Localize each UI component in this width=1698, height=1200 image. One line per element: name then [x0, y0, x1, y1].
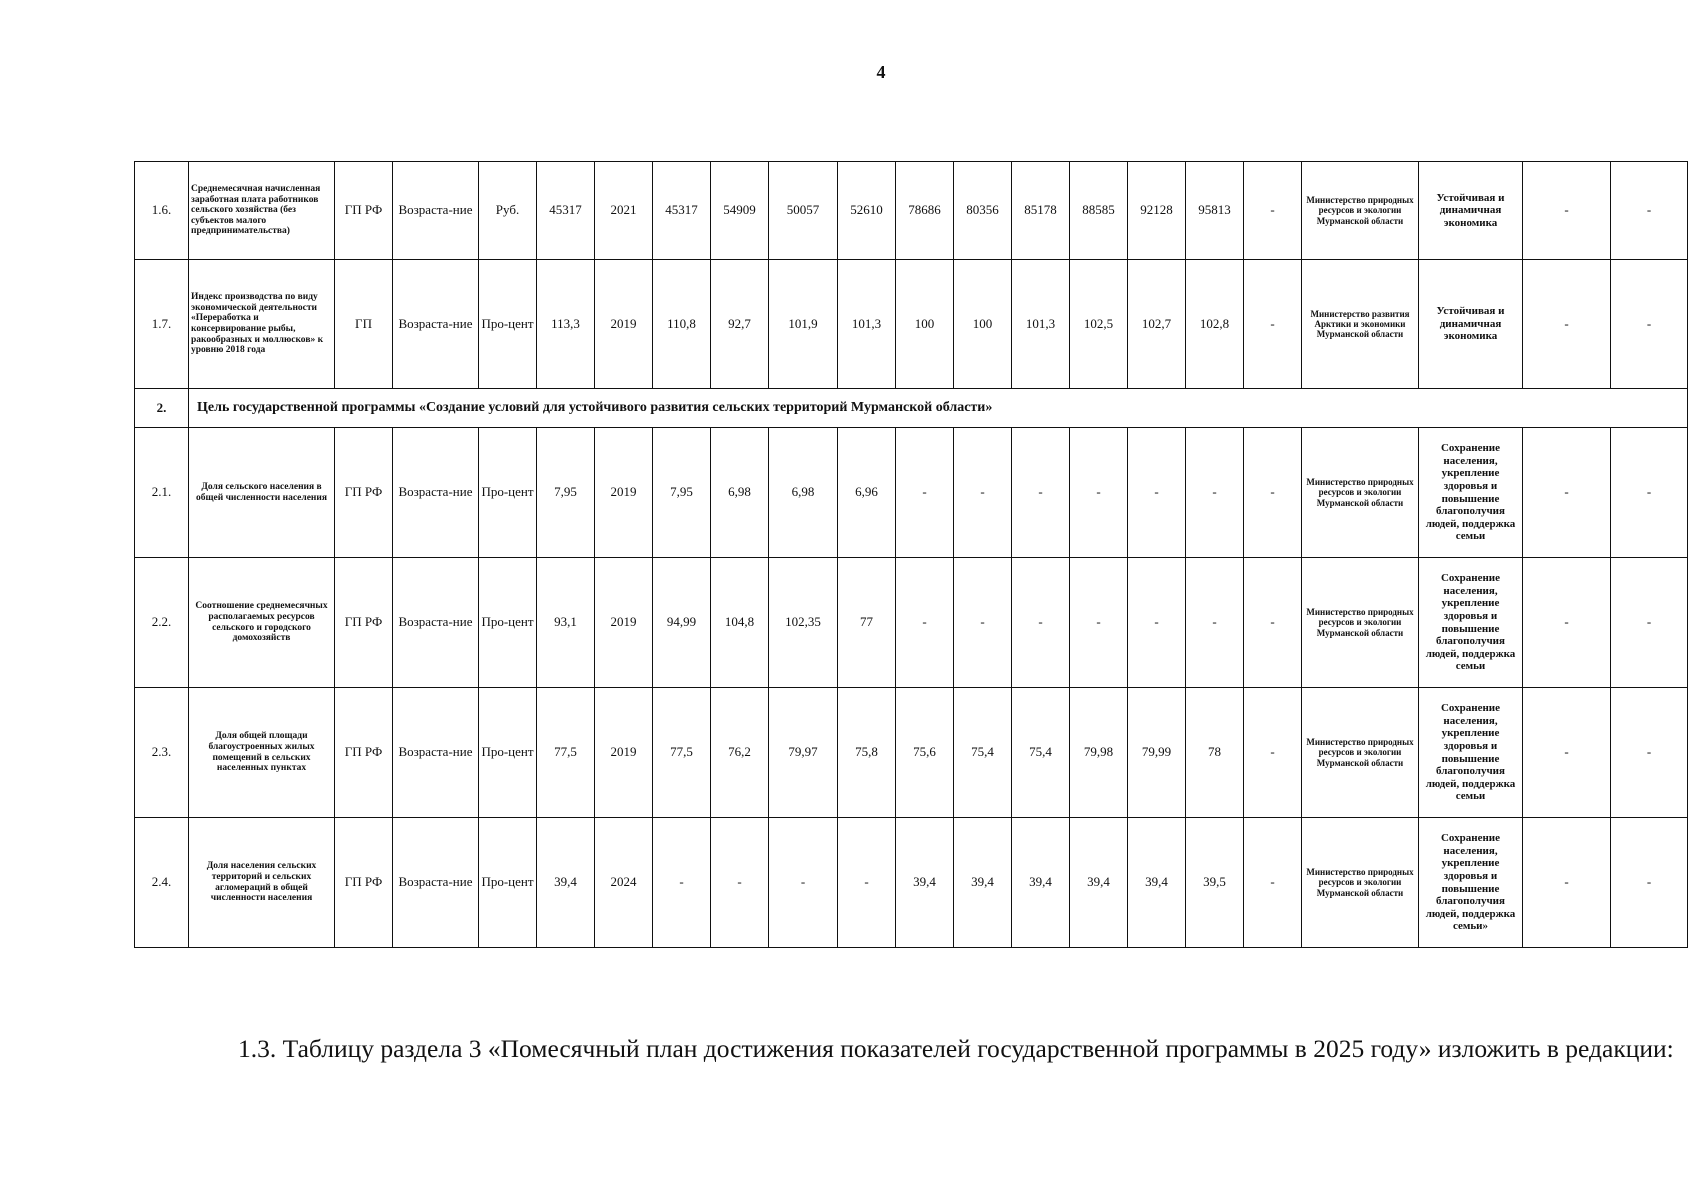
row-number: 1.7.: [135, 260, 189, 389]
document-cell: -: [1244, 162, 1302, 260]
table-row: [135, 818, 1688, 948]
base-year: 2019: [595, 688, 653, 818]
extra-cell-1: -: [1523, 558, 1611, 688]
year-value: 104,8: [711, 558, 769, 688]
year-value: 77: [838, 558, 896, 688]
table-row: [135, 260, 1688, 389]
national-goal: Устойчивая и динамичная экономика: [1419, 162, 1523, 260]
indicator-trend: Возраста-ние: [393, 428, 479, 558]
document-cell: -: [1244, 818, 1302, 948]
unit-of-measure: Про-цент: [479, 558, 537, 688]
year-value: 77,5: [653, 688, 711, 818]
year-value: -: [954, 428, 1012, 558]
year-value: 92,7: [711, 260, 769, 389]
year-value: 75,8: [838, 688, 896, 818]
year-value: 100: [954, 260, 1012, 389]
year-value: -: [1186, 428, 1244, 558]
indicator-name: Среднемесячная начисленная заработная плата работников сельского хозяйства (без субъектов малого предпринимательства): [189, 162, 335, 260]
indicator-trend: Возраста-ние: [393, 688, 479, 818]
year-value: 75,4: [954, 688, 1012, 818]
year-value: -: [896, 428, 954, 558]
unit-of-measure: Про-цент: [479, 428, 537, 558]
year-value: 80356: [954, 162, 1012, 260]
indicator-name: Доля общей площади благоустроенных жилых помещений в сельских населенных пунктах: [189, 688, 335, 818]
indicator-trend: Возраста-ние: [393, 818, 479, 948]
year-value: 39,5: [1186, 818, 1244, 948]
row-number: 2.4.: [135, 818, 189, 948]
document-cell: -: [1244, 558, 1302, 688]
responsible-body: Министерство природных ресурсов и экологии Мурманской области: [1302, 818, 1419, 948]
document-cell: -: [1244, 688, 1302, 818]
responsible-body: Министерство природных ресурсов и экологии Мурманской области: [1302, 428, 1419, 558]
row-number: 2.2.: [135, 558, 189, 688]
extra-cell-2: -: [1611, 818, 1688, 948]
year-value: 79,99: [1128, 688, 1186, 818]
indicator-level: ГП: [335, 260, 393, 389]
responsible-body: Министерство развития Арктики и экономики Мурманской области: [1302, 260, 1419, 389]
row-number: 2.1.: [135, 428, 189, 558]
year-value: -: [954, 558, 1012, 688]
year-value: -: [769, 818, 838, 948]
year-value: 39,4: [1070, 818, 1128, 948]
year-value: 54909: [711, 162, 769, 260]
extra-cell-2: -: [1611, 162, 1688, 260]
indicator-trend: Возраста-ние: [393, 260, 479, 389]
responsible-body: Министерство природных ресурсов и экологии Мурманской области: [1302, 558, 1419, 688]
year-value: 39,4: [1128, 818, 1186, 948]
indicator-name: Индекс производства по виду экономической деятельности «Переработка и консервирование рыбы, ракообразных и моллюсков» к уровню 2018 года: [189, 260, 335, 389]
year-value: 92128: [1128, 162, 1186, 260]
unit-of-measure: Руб.: [479, 162, 537, 260]
base-value: 93,1: [537, 558, 595, 688]
year-value: -: [1186, 558, 1244, 688]
national-goal: Сохранение населения, укрепление здоровья и повышение благополучия людей, поддержка семьи: [1419, 428, 1523, 558]
extra-cell-2: -: [1611, 260, 1688, 389]
year-value: 78686: [896, 162, 954, 260]
year-value: 95813: [1186, 162, 1244, 260]
base-year: 2019: [595, 428, 653, 558]
year-value: 101,3: [838, 260, 896, 389]
document-cell: -: [1244, 428, 1302, 558]
year-value: 102,7: [1128, 260, 1186, 389]
base-year: 2024: [595, 818, 653, 948]
extra-cell-2: -: [1611, 688, 1688, 818]
year-value: -: [896, 558, 954, 688]
responsible-body: Министерство природных ресурсов и экологии Мурманской области: [1302, 688, 1419, 818]
indicator-level: ГП РФ: [335, 818, 393, 948]
year-value: -: [653, 818, 711, 948]
unit-of-measure: Про-цент: [479, 818, 537, 948]
year-value: -: [711, 818, 769, 948]
year-value: 39,4: [1012, 818, 1070, 948]
indicator-level: ГП РФ: [335, 428, 393, 558]
base-value: 7,95: [537, 428, 595, 558]
year-value: 102,35: [769, 558, 838, 688]
national-goal: Сохранение населения, укрепление здоровья и повышение благополучия людей, поддержка семьи: [1419, 688, 1523, 818]
year-value: 79,98: [1070, 688, 1128, 818]
year-value: -: [838, 818, 896, 948]
row-number: 2.3.: [135, 688, 189, 818]
year-value: 45317: [653, 162, 711, 260]
year-value: 100: [896, 260, 954, 389]
indicator-level: ГП РФ: [335, 558, 393, 688]
year-value: 39,4: [896, 818, 954, 948]
national-goal: Сохранение населения, укрепление здоровья и повышение благополучия людей, поддержка семьи: [1419, 558, 1523, 688]
goal-row: [135, 389, 1688, 428]
table-row: [135, 558, 1688, 688]
year-value: 79,97: [769, 688, 838, 818]
extra-cell-2: -: [1611, 558, 1688, 688]
extra-cell-1: -: [1523, 688, 1611, 818]
base-value: 113,3: [537, 260, 595, 389]
year-value: 94,99: [653, 558, 711, 688]
indicator-name: Доля населения сельских территорий и сельских агломераций в общей численности населения: [189, 818, 335, 948]
indicator-trend: Возраста-ние: [393, 162, 479, 260]
base-year: 2019: [595, 260, 653, 389]
year-value: -: [1012, 428, 1070, 558]
unit-of-measure: Про-цент: [479, 260, 537, 389]
year-value: -: [1128, 558, 1186, 688]
table-row: [135, 428, 1688, 558]
year-value: 39,4: [954, 818, 1012, 948]
goal-text: Цель государственной программы «Создание условий для устойчивого развития сельских территорий Мурманской области»: [189, 389, 1688, 428]
extra-cell-1: -: [1523, 428, 1611, 558]
base-year: 2019: [595, 558, 653, 688]
goal-number: 2.: [135, 389, 189, 428]
indicator-level: ГП РФ: [335, 162, 393, 260]
base-value: 45317: [537, 162, 595, 260]
table-row: [135, 162, 1688, 260]
indicators-table: [134, 161, 1688, 948]
year-value: 76,2: [711, 688, 769, 818]
extra-cell-1: -: [1523, 162, 1611, 260]
national-goal: Сохранение населения, укрепление здоровья и повышение благополучия людей, поддержка семьи»: [1419, 818, 1523, 948]
year-value: 75,6: [896, 688, 954, 818]
year-value: 101,9: [769, 260, 838, 389]
year-value: 102,8: [1186, 260, 1244, 389]
extra-cell-1: -: [1523, 260, 1611, 389]
indicator-level: ГП РФ: [335, 688, 393, 818]
base-year: 2021: [595, 162, 653, 260]
national-goal: Устойчивая и динамичная экономика: [1419, 260, 1523, 389]
row-number: 1.6.: [135, 162, 189, 260]
base-value: 77,5: [537, 688, 595, 818]
base-value: 39,4: [537, 818, 595, 948]
year-value: 6,98: [711, 428, 769, 558]
indicator-name: Доля сельского населения в общей численности населения: [189, 428, 335, 558]
indicator-trend: Возраста-ние: [393, 558, 479, 688]
extra-cell-2: -: [1611, 428, 1688, 558]
unit-of-measure: Про-цент: [479, 688, 537, 818]
table-row: [135, 688, 1688, 818]
responsible-body: Министерство природных ресурсов и экологии Мурманской области: [1302, 162, 1419, 260]
year-value: 6,98: [769, 428, 838, 558]
year-value: 102,5: [1070, 260, 1128, 389]
year-value: -: [1070, 428, 1128, 558]
year-value: 50057: [769, 162, 838, 260]
year-value: 78: [1186, 688, 1244, 818]
document-cell: -: [1244, 260, 1302, 389]
year-value: 88585: [1070, 162, 1128, 260]
table-body: [135, 162, 1688, 948]
year-value: 75,4: [1012, 688, 1070, 818]
amendment-paragraph: 1.3. Таблицу раздела 3 «Помесячный план достижения показателей государственной программы в 2025 году» изложить в редакции:: [238, 1034, 1674, 1063]
year-value: 110,8: [653, 260, 711, 389]
year-value: 101,3: [1012, 260, 1070, 389]
indicator-name: Соотношение среднемесячных располагаемых ресурсов сельского и городского домохозяйств: [189, 558, 335, 688]
year-value: -: [1012, 558, 1070, 688]
year-value: 7,95: [653, 428, 711, 558]
page-number: 4: [876, 62, 886, 82]
year-value: 52610: [838, 162, 896, 260]
year-value: -: [1128, 428, 1186, 558]
extra-cell-1: -: [1523, 818, 1611, 948]
year-value: 85178: [1012, 162, 1070, 260]
year-value: -: [1070, 558, 1128, 688]
year-value: 6,96: [838, 428, 896, 558]
